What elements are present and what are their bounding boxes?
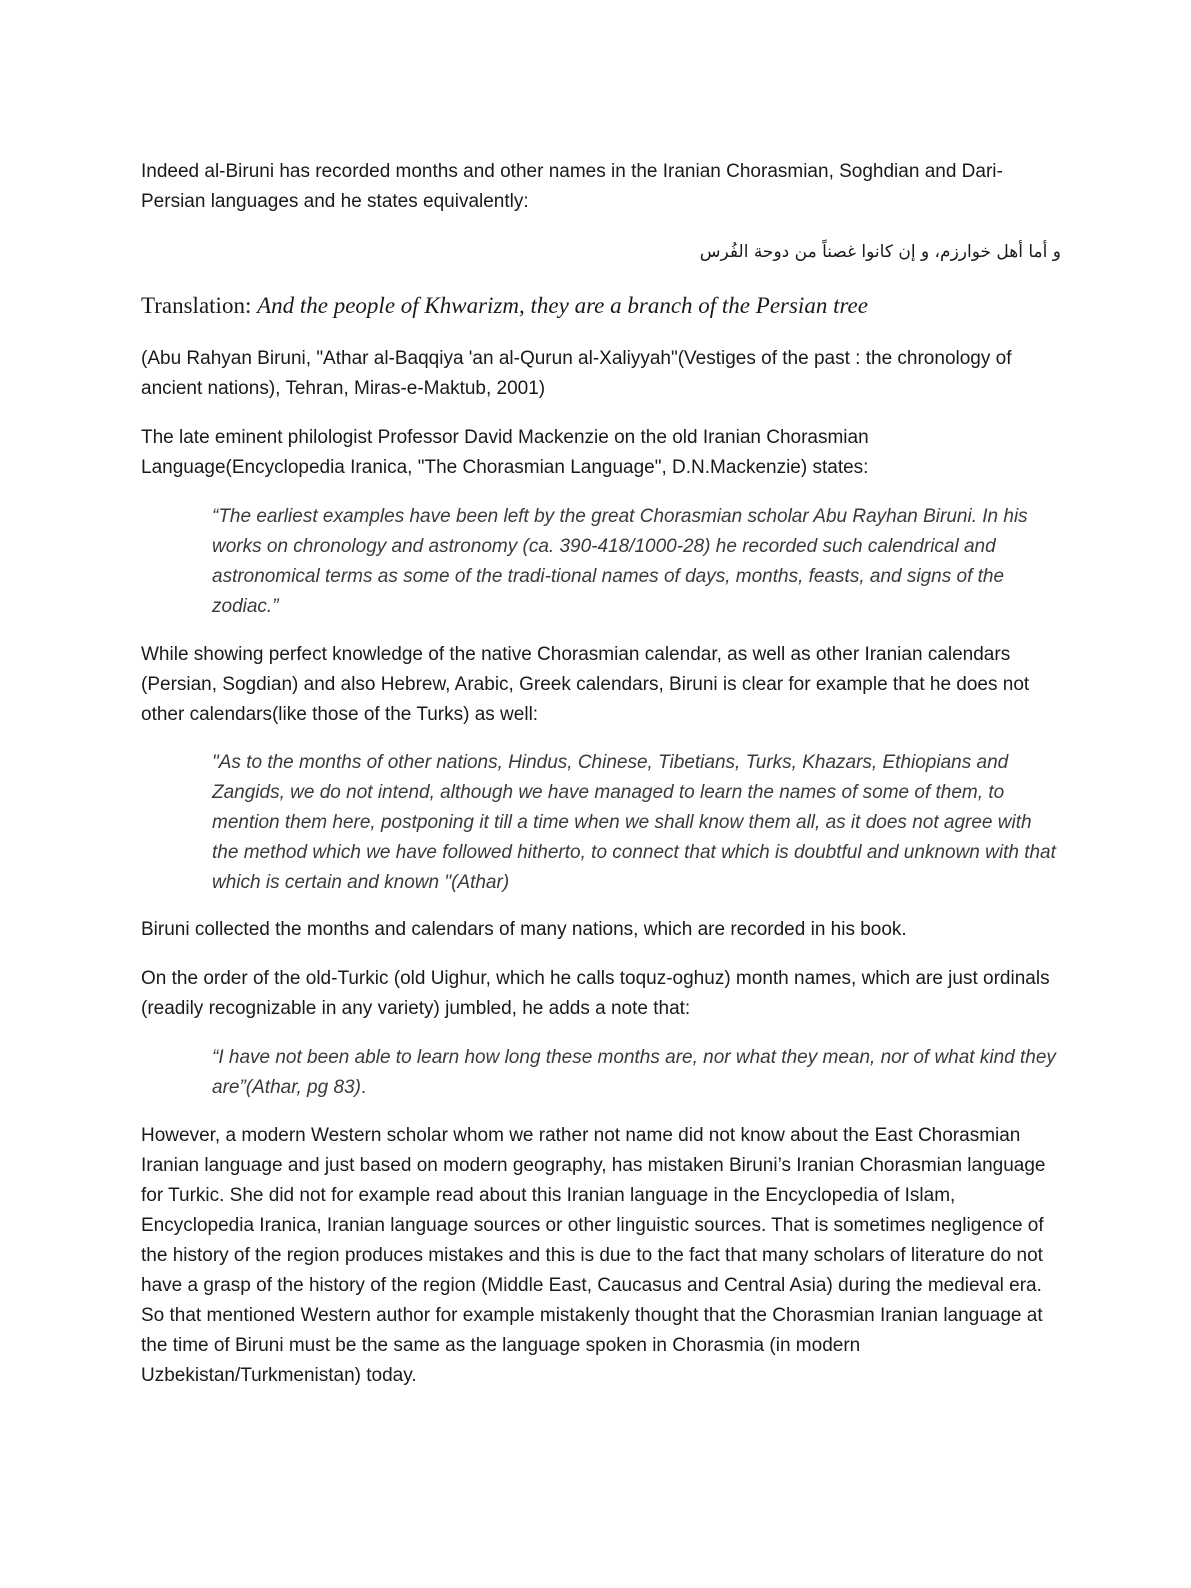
calendars-paragraph: While showing perfect knowledge of the native Chorasmian calendar, as well as other Iranian calendars (Persian, Sogdian) and also Hebrew, Arabic, Greek calendars, Biruni is clear for example that he does not other calendars(like those of the Turks) as well: <box>141 644 1030 725</box>
months-quote-period: . <box>360 1077 367 1098</box>
months-quote-text: “I have not been able to learn how long these months are, nor what they mean, nor of what kind they are” <box>212 1047 1056 1098</box>
translation-text: And the people of Khwarizm, they are a branch of the Persian tree <box>257 293 868 318</box>
citation-paragraph: (Abu Rahyan Biruni, "Athar al-Baqqiya 'an al-Qurun al-Xaliyyah"(Vestiges of the past : the chronology of ancient nations), Tehran, Miras-e-Maktub, 2001) <box>141 348 1012 399</box>
arabic-quote: و أما أهل خوارزم، و إن كانوا غصناً من دوحة الفُرس <box>699 242 1061 262</box>
translation-line <box>141 290 1081 322</box>
mackenzie-quote: “The earliest examples have been left by the great Chorasmian scholar Abu Rayhan Biruni. In his works on chronology and astronomy (ca. 390-418/1000-28) he recorded such calendrical and astronomical terms as some of the tradi-tional names of days, months, feasts, and signs of the zodiac.” <box>212 506 1028 617</box>
months-quote <box>212 1043 1062 1103</box>
translation-label: Translation: <box>141 293 258 318</box>
mackenzie-paragraph: The late eminent philologist Professor David Mackenzie on the old Iranian Chorasmian Language(Encyclopedia Iranica, "The Chorasmian Language", D.N.Mackenzie) states: <box>141 427 869 478</box>
intro-paragraph: Indeed al-Biruni has recorded months and other names in the Iranian Chorasmian, Soghdian and Dari-Persian languages and he states equivalently: <box>141 161 1003 212</box>
western-scholar-paragraph: However, a modern Western scholar whom we rather not name did not know about the East Chorasmian Iranian language and just based on modern geography, has mistaken Biruni’s Iranian Chorasmian language for Turkic. She did not for example read about this Iranian language in the Encyclopedia of Islam, Encyclopedia Iranica, Iranian language sources or other linguistic sources. That is sometimes negligence of the history of the region produces mistakes and this is due to the fact that many scholars of literature do not have a grasp of the history of the region (Middle East, Caucasus and Central Asia) during the medieval era. So that mentioned Western author for example mistakenly thought that the Chorasmian Iranian language at the time of Biruni must be the same as the language spoken in Chorasmia (in modern Uzbekistan/Turkmenistan) today. <box>141 1125 1046 1386</box>
athar-quote: "As to the months of other nations, Hindus, Chinese, Tibetians, Turks, Khazars, Ethiopians and Zangids, we do not intend, although we have managed to learn the names of some of them, to mention them here, postponing it till a time when we shall know them all, as it does not agree with the method which we have followed hitherto, to connect that which is doubtful and unknown with that which is certain and known "(Athar) <box>212 752 1056 893</box>
collected-paragraph: Biruni collected the months and calendars of many nations, which are recorded in his book. <box>141 919 907 940</box>
months-quote-citation: (Athar, pg 83) <box>245 1077 361 1098</box>
turkic-order-paragraph: On the order of the old-Turkic (old Uighur, which he calls toquz-oghuz) month names, which are just ordinals (readily recognizable in any variety) jumbled, he adds a note that: <box>141 968 1050 1019</box>
